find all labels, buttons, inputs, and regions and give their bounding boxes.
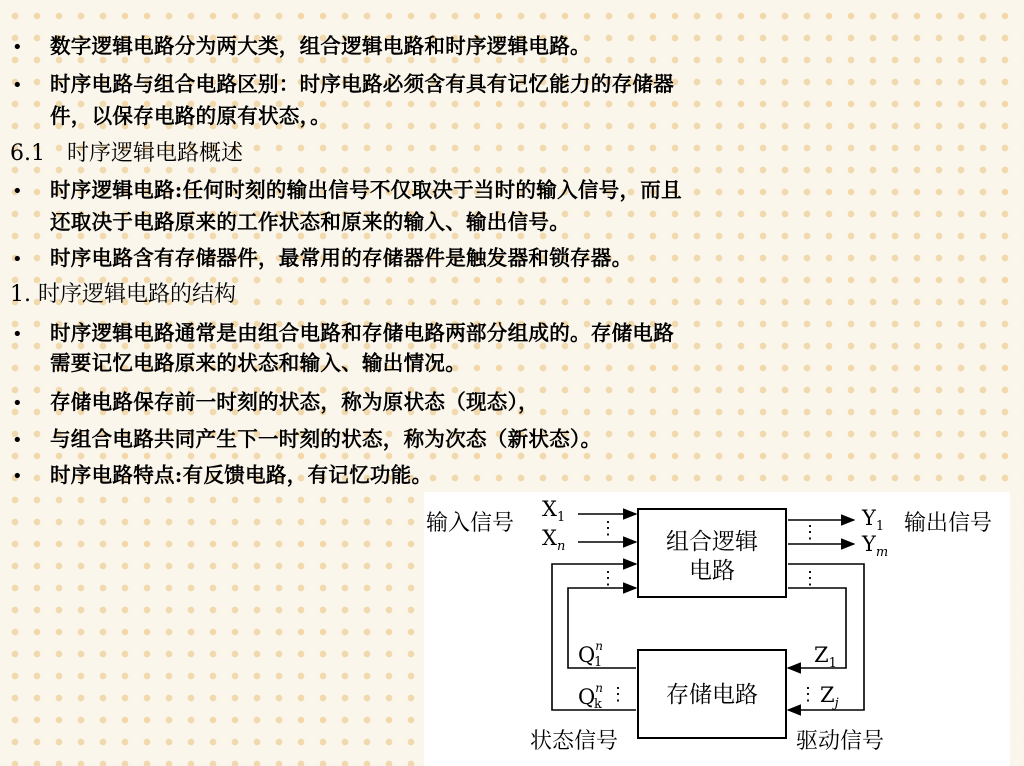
bullet-text-continuation: 件，以保存电路的原有状态，。 [50,104,331,128]
qk-label: $Q^n$ k [578,681,603,712]
bullet-text-continuation: 需要记忆电路原来的状态和输入、输出情况。 [50,351,466,375]
bullet-text: 时序逻辑电路:任何时刻的输出信号不仅取决于当时的输入信号，而且 [50,178,682,202]
input-signal-label: 输入信号 [426,511,515,536]
drive-dots-top: ⋮ [801,568,819,589]
input-dots: ⋮ [599,518,617,539]
q1-label: $Q^n$ 1 [578,639,603,670]
output-dots: ⋮ [801,522,819,543]
xn-label: $X_n$ [542,526,566,554]
bullet-marker: • [12,393,23,414]
bullet-text: 存储电路保存前一时刻的状态，称为原状态（现态）， [50,390,539,414]
z1-label: $Z_1$ [814,643,837,671]
bullet-marker: • [12,181,23,202]
zj-dots: ⋮ [799,684,817,705]
section-heading: 6.1 时序逻辑电路概述 [10,141,243,166]
bullet-text: 时序电路与组合电路区别：时序电路必须含有具有记忆能力的存储器 [50,72,674,96]
bullet-text-continuation: 还取决于电路原来的工作状态和原来的输入、输出信号。 [50,210,570,234]
qk-dots: ⋮ [609,684,627,705]
bullet-text: 数字逻辑电路分为两大类，组合逻辑电路和时序逻辑电路。 [50,34,591,58]
drive-signal-label: 驱动信号 [796,729,885,754]
bullet-text: 时序电路含有存储器件，最常用的存储器件是触发器和锁存器。 [50,246,633,270]
state-signal-label: 状态信号 [530,729,619,754]
output-signal-label: 输出信号 [904,511,993,536]
section-heading: 1. 时序逻辑电路的结构 [10,282,236,307]
storage-block-label: 存储电路 [666,682,758,708]
bullet-marker: • [12,75,23,96]
bullet-text: 时序逻辑电路通常是由组合电路和存储电路两部分组成的。存储电路 [50,321,674,345]
combinational-block-label-line1: 组合逻辑 [666,529,758,555]
bullet-marker: • [12,324,23,345]
sequential-circuit-diagram [424,492,1014,766]
state-feedback-dots: ⋮ [599,568,617,589]
bullet-marker: • [12,466,23,487]
zj-label: $Z_j$ [820,683,839,711]
combinational-block-label-line2: 电路 [689,558,735,584]
ym-label: $Y_m$ [862,532,889,560]
bullet-marker: • [12,430,23,451]
x1-label: $X_1$ [542,497,566,525]
bullet-text: 与组合电路共同产生下一时刻的状态，称为次态（新状态）。 [50,427,602,451]
bullet-marker: • [12,249,23,270]
bullet-marker: • [12,37,23,58]
y1-label: $Y_1$ [862,506,885,534]
bullet-text: 时序电路特点:有反馈电路，有记忆功能。 [50,463,433,487]
